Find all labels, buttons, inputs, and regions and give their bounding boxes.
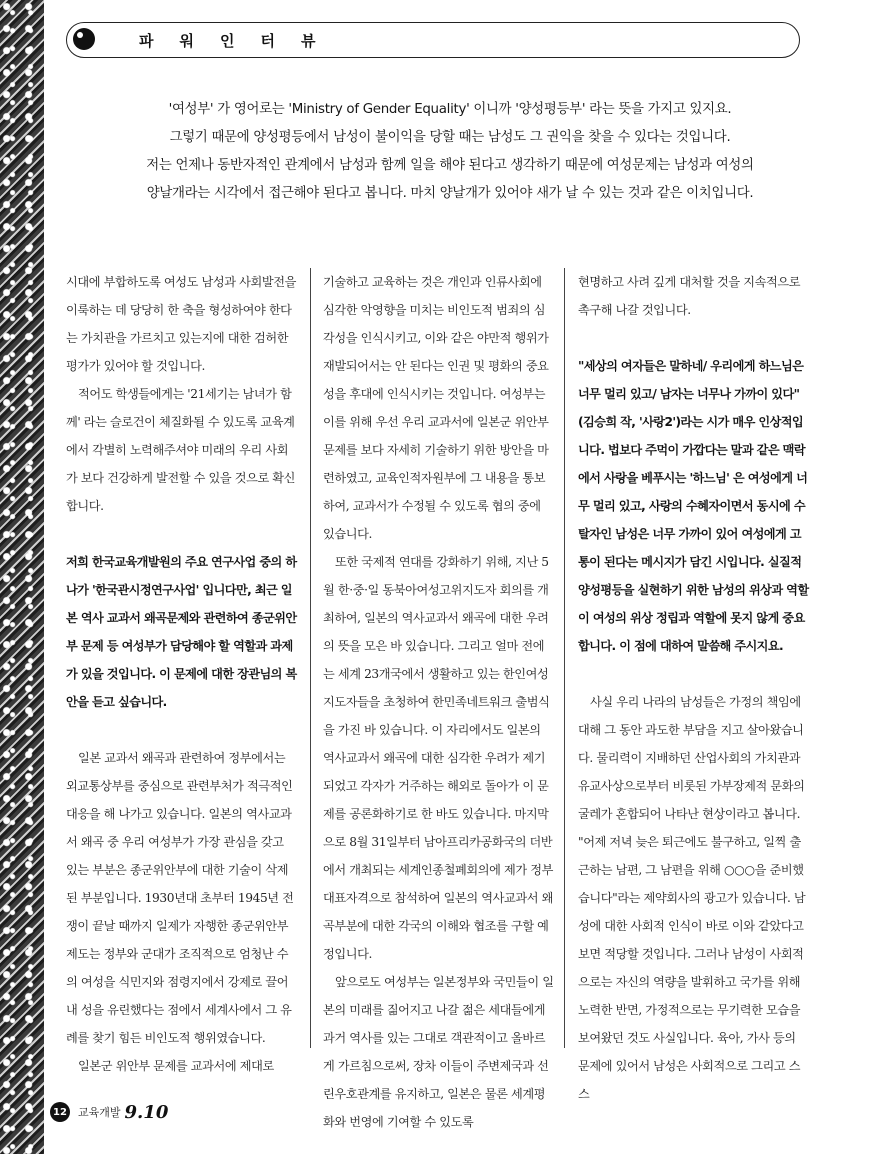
section-title: 파워인터뷰 (139, 32, 342, 50)
body-paragraph: 앞으로도 여성부는 일본정부와 국민들이 일본의 미래를 짊어지고 나갈 젊은 세대들에게 과거 역사를 있는 그대로 객관적이고 올바르게 가르침으로써, 장차 이들이 주변제국과 선린우호관계를 유지하고, 일본은 물론 세계평화와 번영에 기여할 수 있도록 (323, 975, 554, 1129)
body-paragraph: 일본 교과서 왜곡과 관련하여 정부에서는 외교통상부를 중심으로 관련부처가 적극적인 대응을 해 나가고 있습니다. 일본의 역사교과서 왜곡 중 우리 여성부가 가장 관심을 갖고 있는 부분은 종군위안부에 대한 기술이 삭제된 부분입니다. 1930년대 초부터 1945년 전쟁이 끝날 때까지 일제가 자행한 종군위안부제도는 정부와 군대가 조직적으로 엄청난 수의 여성을 식민지와 점령지에서 강제로 끌어내 성을 유린했다는 점에서 세계사에서 그 유례를 찾기 힘든 비인도적 행위였습니다. (66, 751, 294, 1045)
body-paragraph: 또한 국제적 연대를 강화하기 위해, 지난 5월 한·중·일 동북아여성고위지도자 회의를 개최하여, 일본의 역사교과서 왜곡에 대한 우려의 뜻을 모은 바 있습니다. 그리고 얼마 전에는 세계 23개국에서 생활하고 있는 한인여성지도자들을 초청하여 한민족네트워크 출범식을 가진 바 있습니다. 이 자리에서도 일본의 역사교과서 왜곡에 대한 심각한 우려가 제기되었고 각자가 거주하는 해외로 돌아가 이 문제를 공론화하기로 한 바도 있습니다. 마지막으로 8월 31일부터 남아프리카공화국의 더반에서 개최되는 세계인종철폐회의에 제가 정부대표자격으로 참석하여 일본의 역사교과서 왜곡부분에 대한 각국의 이해와 협조를 구할 예정입니다. (323, 555, 553, 961)
pull-quote-line: 저는 언제나 동반자적인 관계에서 남성과 함께 일을 해야 된다고 생각하기 때문에 여성문제는 남성과 여성의 (146, 158, 754, 173)
body-paragraph: 기술하고 교육하는 것은 개인과 인류사회에 심각한 악영향을 미치는 비인도적 범죄의 심각성을 인식시키고, 이와 같은 야만적 행위가 재발되어서는 안 된다는 인권 및 평화의 중요성을 후대에 인식시키는 것입니다. 여성부는 이를 위해 우선 우리 교과서에 일본군 위안부 문제를 보다 자세히 기술하기 위한 방안을 마련하였고, 교육인적자원부에 그 내용을 통보하여, 교과서가 수정될 수 있도록 협의 중에 있습니다. (323, 275, 549, 541)
column-divider (564, 268, 565, 1048)
article-column-1 (66, 268, 298, 1080)
pull-quote-line: 그렇기 때문에 양성평등에서 남성이 불이익을 당할 때는 남성도 그 권익을 찾을 수 있다는 것입니다. (169, 130, 731, 145)
issue-number: 9.10 (124, 1101, 169, 1123)
pull-quote (100, 96, 800, 208)
body-paragraph: 사실 우리 나라의 남성들은 가정의 책임에 대해 그 동안 과도한 부담을 지고 살아왔습니다. 물리력이 지배하던 산업사회의 가치관과 유교사상으로부터 비롯된 가부장제적 문화의 굴레가 혼합되어 나타난 현상이라고 봅니다. "어제 저녁 늦은 퇴근에도 불구하고, 일찍 출근하는 남편, 그 남편을 위해 ○○○을 준비했습니다"라는 제약회사의 광고가 있습니다. 남성에 대한 사회적 인식이 바로 이와 같았다고 보면 적당할 것입니다. 그러나 남성이 사회적으로는 자신의 역량을 발휘하고 국가를 위해 노력한 반면, 가정적으로는 무기력한 모습을 보여왔던 것도 사실입니다. 육아, 가사 등의 문제에 있어서 남성은 사회적으로 그리고 스스 (578, 695, 806, 1101)
pull-quote-line: 양날개라는 시각에서 접근해야 된다고 봅니다. 마치 양날개가 있어야 새가 날 수 있는 것과 같은 이치입니다. (146, 186, 754, 201)
page-footer (50, 1100, 168, 1124)
column-divider (310, 268, 311, 1048)
article-column-2 (323, 268, 555, 1136)
interview-question: "세상의 여자들은 말하네/ 우리에게 하느님은 너무 멀리 있고/ 남자는 너무나 가까이 있다"(김승희 작, '사랑2')라는 시가 매우 인상적입니다. 법보다 주먹이 가깝다는 말과 같은 맥락에서 사랑을 베푸시는 '하느님' 은 여성에게 너무 멀리 있고, 사랑의 수혜자이면서 동시에 수탈자인 남성은 너무 가까이 있어 여성에게 고통이 된다는 메시지가 담긴 시입니다. 실질적 양성평등을 실현하기 위한 남성의 위상과 역할이 여성의 위상 정립과 역할에 못지 않게 중요합니다. 이 점에 대하여 말씀해 주시지요. (578, 359, 809, 653)
body-paragraph: 일본군 위안부 문제를 교과서에 제대로 (78, 1059, 274, 1073)
body-paragraph: 현명하고 사려 깊게 대처할 것을 지속적으로 촉구해 나갈 것입니다. (578, 275, 801, 317)
body-paragraph: 시대에 부합하도록 여성도 남성과 사회발전을 이룩하는 데 당당히 한 축을 형성하여야 한다는 가치관을 가르치고 있는지에 대한 검허한 평가가 있어야 할 것입니다. (66, 275, 296, 373)
pull-quote-line: '여성부' 가 영어로는 'Ministry of Gender Equality' 이니까 '양성평등부' 라는 뜻을 가지고 있지요. (168, 102, 732, 117)
interview-question: 저희 한국교육개발원의 주요 연구사업 중의 하나가 '한국관시정연구사업' 입니다만, 최근 일본 역사 교과서 왜곡문제와 관련하여 종군위안부 문제 등 여성부가 담당해야 할 역할과 과제가 있을 것입니다. 이 문제에 대한 장관님의 복안을 듣고 싶습니다. (66, 555, 297, 709)
page-number: 12 (50, 1102, 70, 1122)
magazine-name: 교육개발 (78, 1106, 121, 1119)
article-column-3 (578, 268, 810, 1108)
decorative-border-strip (0, 0, 44, 1154)
section-header (66, 22, 800, 58)
bullet-circle-icon (73, 28, 95, 50)
body-paragraph: 적어도 학생들에게는 '21세기는 남녀가 함께' 라는 슬로건이 체질화될 수 있도록 교육계에서 각별히 노력해주셔야 미래의 우리 사회가 보다 건강하게 발전할 수 있을 것으로 확신합니다. (66, 387, 296, 513)
